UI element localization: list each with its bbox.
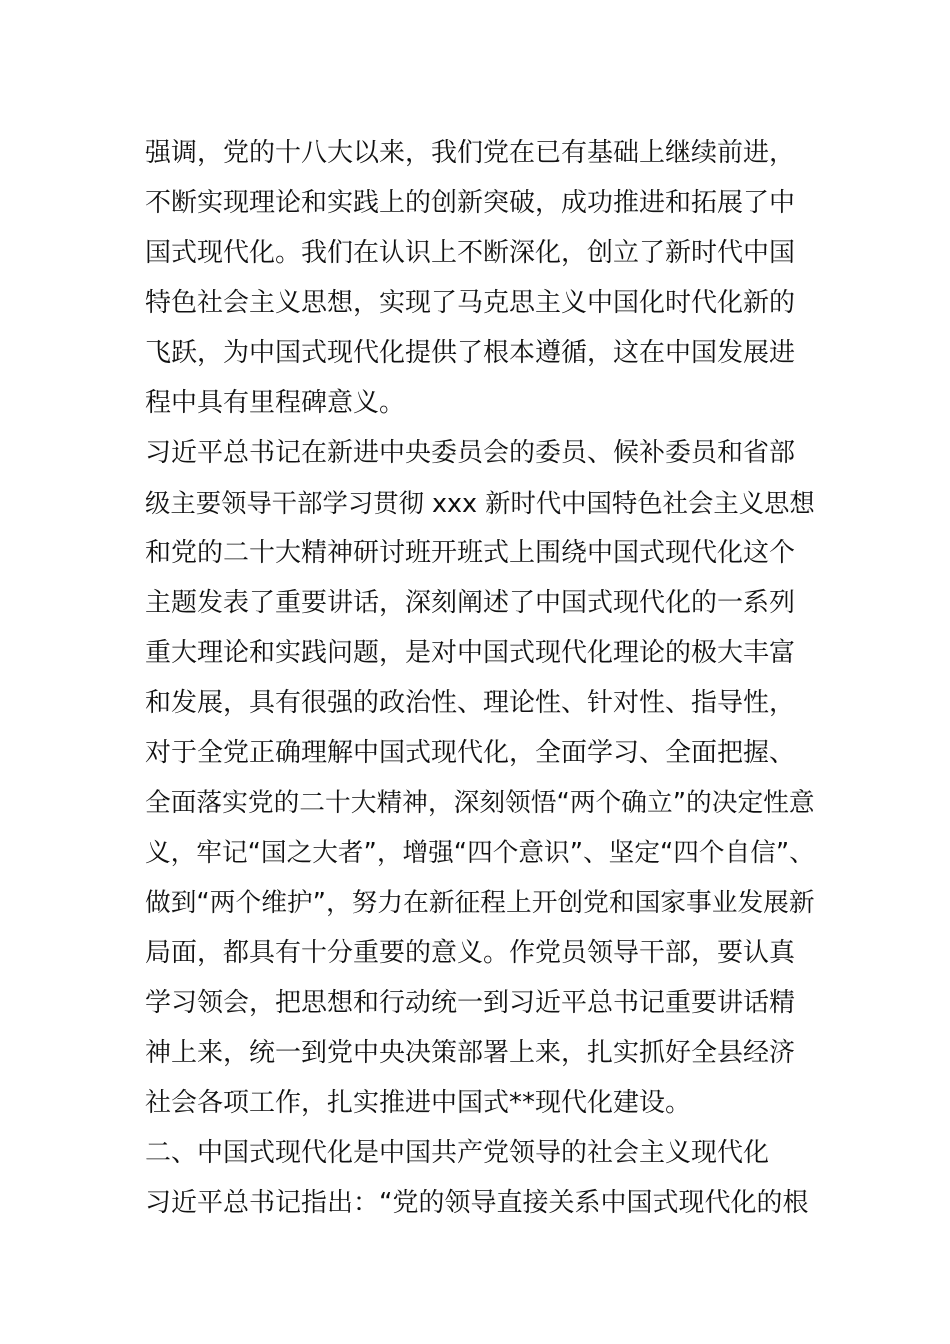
text-line: 局面，都具有十分重要的意义。作党员领导干部，要认真 xyxy=(145,938,796,968)
text-line: 神上来，统一到党中央决策部署上来，扎实抓好全县经济 xyxy=(145,1038,796,1068)
text-line: 对于全党正确理解中国式现代化，全面学习、全面把握、 xyxy=(145,738,796,768)
text-line: 程中具有里程碑意义。 xyxy=(145,388,406,418)
paragraph-3 xyxy=(145,1178,815,1228)
text-line: 和党的二十大精神研讨班开班式上围绕中国式现代化这个 xyxy=(145,538,796,568)
text-line: 特色社会主义思想，实现了马克思主义中国化时代化新的 xyxy=(145,288,796,318)
text-line: 不断实现理论和实践上的创新突破，成功推进和拓展了中 xyxy=(145,188,796,218)
text-line: 飞跃，为中国式现代化提供了根本遵循，这在中国发展进 xyxy=(145,338,796,368)
text-line: 习近平总书记指出：“党的领导直接关系中国式现代化的根 xyxy=(145,1188,809,1218)
section-heading-2 xyxy=(145,1128,815,1178)
paragraph-1 xyxy=(145,128,815,428)
text-line: 国式现代化。我们在认识上不断深化，创立了新时代中国 xyxy=(145,238,796,268)
text-line: 学习领会，把思想和行动统一到习近平总书记重要讲话精 xyxy=(145,988,796,1018)
text-line: 社会各项工作，扎实推进中国式**现代化建设。 xyxy=(145,1088,692,1118)
text-line: 强调，党的十八大以来，我们党在已有基础上继续前进， xyxy=(145,138,796,168)
text-line: 主题发表了重要讲话，深刻阐述了中国式现代化的一系列 xyxy=(145,588,796,618)
text-line: 习近平总书记在新进中央委员会的委员、候补委员和省部 xyxy=(145,438,796,468)
paragraph-2 xyxy=(145,428,815,1128)
document-body xyxy=(145,128,815,1228)
text-line: 做到“两个维护”，努力在新征程上开创党和国家事业发展新 xyxy=(145,888,815,918)
text-line: 和发展，具有很强的政治性、理论性、针对性、指导性， xyxy=(145,688,796,718)
text-line: 全面落实党的二十大精神，深刻领悟“两个确立”的决定性意 xyxy=(145,788,815,818)
text-line: 重大理论和实践问题，是对中国式现代化理论的极大丰富 xyxy=(145,638,796,668)
text-line: 级主要领导干部学习贯彻 xxx 新时代中国特色社会主义思想 xyxy=(145,488,815,518)
heading-line: 二、中国式现代化是中国共产党领导的社会主义现代化 xyxy=(145,1138,770,1168)
text-line: 义，牢记“国之大者”，增强“四个意识”、坚定“四个自信”、 xyxy=(145,838,815,868)
